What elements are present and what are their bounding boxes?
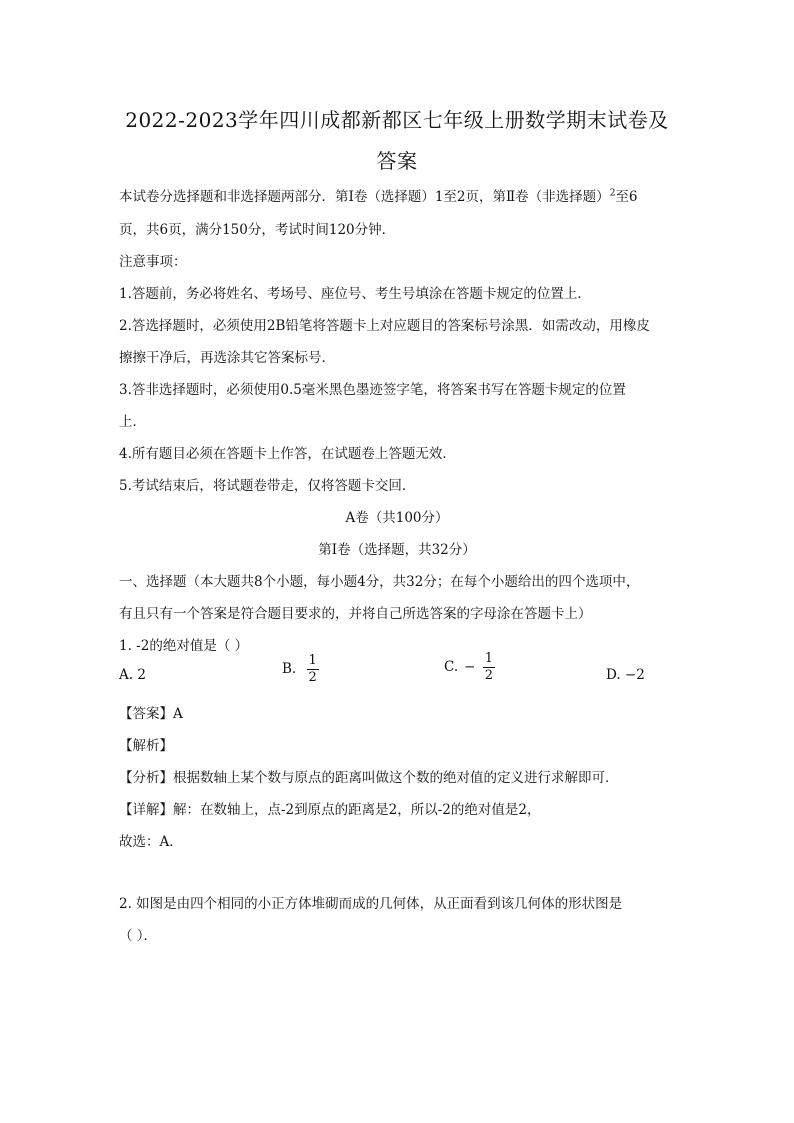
- q1-choice: 故选：A．: [119, 834, 183, 850]
- q1-option-b: [282, 654, 319, 685]
- q1-analysis-heading: 【解析】: [119, 738, 173, 754]
- notice-item-1: 1.答题前，务必将姓名、考场号、座位号、考生号填涂在答题卡规定的位置上．: [119, 286, 591, 302]
- q1-analysis: 【分析】根据数轴上某个数与原点的距离叫做这个数的绝对值的定义进行求解即可．: [119, 770, 619, 786]
- fraction-numerator: 1: [308, 653, 317, 668]
- notice-item-5: 5.考试结束后，将试题卷带走，仅将答题卡交回．: [119, 478, 416, 494]
- section-instructions-a: 一、选择题（本大题共8个小题，每小题4分，共32分；在每个小题给出的四个选项中，: [119, 574, 640, 590]
- q1-detail: 【详解】解：在数轴上，点-2到原点的距离是2，所以-2的绝对值是2，: [119, 802, 541, 818]
- notice-item-4: 4.所有题目必须在答题卡上作答，在试题卷上答题无效．: [119, 446, 456, 462]
- q1-option-c-fraction: [483, 652, 495, 683]
- question-2-stem-a: 2. 如图是由四个相同的小正方体堆砌而成的几何体，从正面看到该几何体的形状图是: [119, 896, 623, 912]
- notice-item-2b: 擦擦干净后，再选涂其它答案标号．: [119, 350, 335, 366]
- part1-heading: 第Ⅰ卷（选择题，共32分）: [318, 542, 476, 558]
- q1-option-c-label: C.: [444, 659, 459, 675]
- intro-line1-text: 本试卷分选择题和非选择题两部分．第Ⅰ卷（选择题）1至2页，第Ⅱ卷（非选择题）: [119, 189, 610, 205]
- question-2-stem-b: （ ）．: [119, 928, 158, 944]
- volume-a-heading: A卷（共100分）: [345, 510, 449, 526]
- q1-option-b-label: B.: [282, 661, 297, 677]
- fraction-denominator: 2: [484, 668, 494, 683]
- document-title-line2: 答案: [376, 149, 418, 173]
- q1-option-d: D. −2: [606, 667, 645, 683]
- fraction-numerator: 1: [484, 651, 494, 666]
- q1-option-c: [444, 652, 495, 683]
- intro-superscript: 2: [609, 188, 616, 199]
- intro-line1: [119, 185, 638, 205]
- q1-answer: 【答案】A: [119, 706, 183, 722]
- intro-line2: 页，共6页，满分150分，考试时间120分钟．: [119, 222, 396, 238]
- notice-item-3b: 上．: [119, 414, 146, 430]
- notice-heading: 注意事项：: [119, 254, 187, 270]
- document-title-line1: 2022-2023学年四川成都新都区七年级上册数学期末试卷及: [125, 108, 669, 132]
- intro-line1-tail: 至6: [615, 189, 638, 205]
- q1-option-a: A. 2: [119, 667, 146, 683]
- question-1-stem: 1. -2的绝对值是（ ）: [119, 638, 249, 654]
- fraction-denominator: 2: [308, 670, 317, 685]
- notice-item-3a: 3.答非选择题时，必须使用0.5毫米黑色墨迹签字笔，将答案书写在答题卡规定的位置: [119, 382, 626, 398]
- minus-sign: −: [464, 659, 476, 675]
- notice-item-2a: 2.答选择题时，必须使用2B铅笔将答题卡上对应题目的答案标号涂黑．如需改动，用橡皮: [119, 318, 650, 334]
- q1-option-b-fraction: [307, 654, 319, 685]
- section-instructions-b: 有且只有一个答案是符合题目要求的，并将自己所选答案的字母涂在答题卡上）: [119, 606, 592, 622]
